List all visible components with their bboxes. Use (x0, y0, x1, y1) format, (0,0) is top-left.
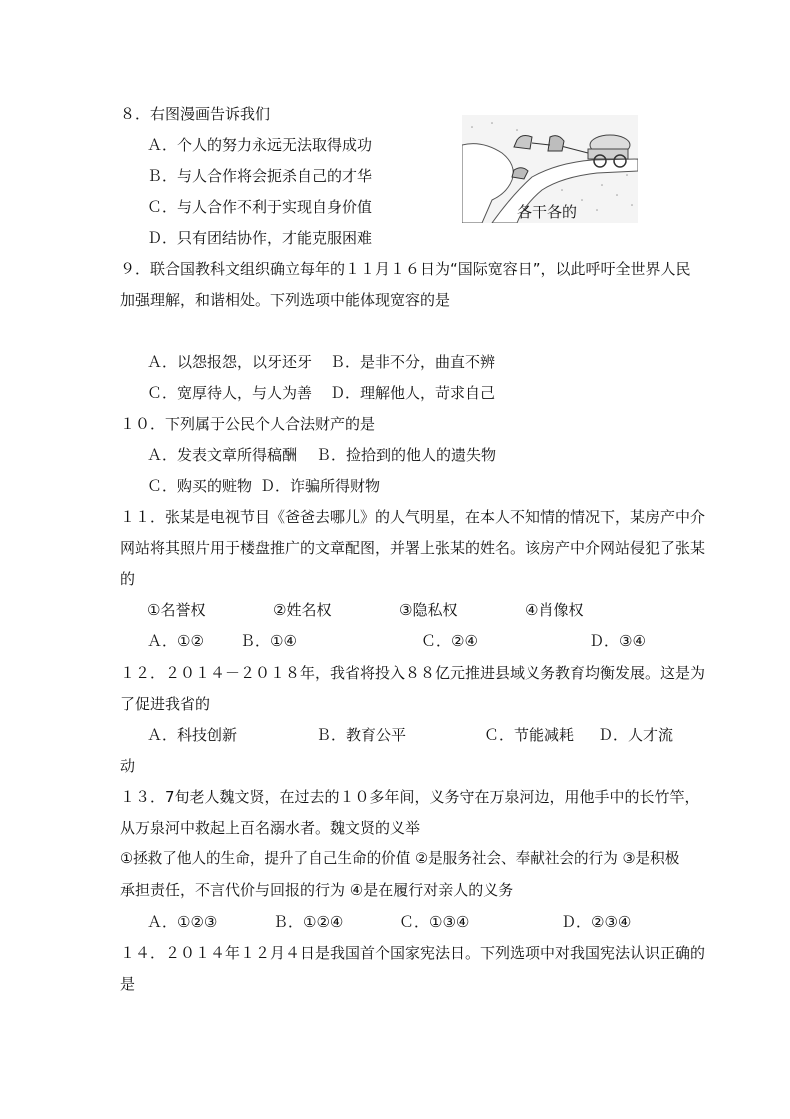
q11-stem-line-3: 的 (120, 570, 136, 588)
q11-option-a: Ａ．①② (147, 632, 204, 650)
q9-option-b: Ｂ．是非不分，曲直不辨 (330, 353, 496, 371)
q11-item-2: ②姓名权 (273, 601, 332, 619)
q8-option-a: Ａ．个人的努力永远无法取得成功 (147, 136, 373, 154)
q14-stem-line-1: １４．２０１４年１２月４日是我国首个国家宪法日。下列选项中对我国宪法认识正确的 (120, 944, 706, 962)
q12-stem-line-1: １２．２０１４－２０１８年，我省将投入８８亿元推进县域义务教育均衡发展。这是为 (120, 664, 706, 682)
q13-stem-line-1: １３．7旬老人魏文贤，在过去的１０多年间，义务守在万泉河边，用他手中的长竹竿， (120, 788, 700, 806)
q11-item-4: ④肖像权 (525, 601, 584, 619)
q12-option-c: Ｃ．节能减耗 (484, 726, 575, 744)
q9-stem-line-1: ９．联合国教科文组织确立每年的１１月１６日为“国际宽容日”，以此呼吁全世界人民 (120, 260, 691, 278)
q13-option-d: Ｄ．②③④ (561, 913, 632, 931)
q11-item-3: ③隐私权 (399, 601, 458, 619)
q10-option-a: Ａ．发表文章所得稿酬 (147, 446, 298, 464)
q11-stem-line-1: １１．张某是电视节目《爸爸去哪儿》的人气明星，在本人不知情的情况下，某房产中介 (120, 508, 706, 526)
q13-option-c: Ｃ．①③④ (399, 913, 470, 931)
q13-stem-line-2: 从万泉河中救起上百名溺水者。魏文贤的义举 (120, 819, 421, 837)
q8-option-b: Ｂ．与人合作将会扼杀自己的才华 (147, 167, 373, 185)
q13-items-line-1: ①拯救了他人的生命，提升了自己生命的价值 ②是服务社会、奉献社会的行为 ③是积极 (120, 850, 680, 867)
q11-stem-line-2: 网站将其照片用于楼盘推广的文章配图，并署上张某的姓名。该房产中介网站侵犯了张某 (120, 539, 706, 557)
q13-option-b: Ｂ．①②④ (273, 913, 344, 931)
q13-option-a: Ａ．①②③ (147, 913, 218, 931)
q9-option-c: Ｃ．宽厚待人，与人为善 (147, 384, 313, 402)
q11-option-c: Ｃ．②④ (421, 632, 478, 650)
q12-option-b: Ｂ．教育公平 (316, 726, 407, 744)
q10-option-b: Ｂ．捡拾到的他人的遗失物 (316, 446, 497, 464)
q12-option-d-wrap: 动 (120, 757, 136, 775)
q10-option-c: Ｃ．购买的赃物 (147, 477, 253, 495)
q12-option-a: Ａ．科技创新 (147, 726, 238, 744)
q9-option-a: Ａ．以怨报怨，以牙还牙 (147, 353, 313, 371)
q10-stem: １０．下列属于公民个人合法财产的是 (120, 415, 376, 433)
q8-option-d: Ｄ．只有团结协作，才能克服困难 (147, 229, 373, 247)
q8-stem: ８．右图漫画告诉我们 (120, 105, 271, 123)
q9-stem-line-2: 加强理解，和谐相处。下列选项中能体现宽容的是 (120, 291, 451, 309)
q8-option-c: Ｃ．与人合作不利于实现自身价值 (147, 198, 373, 216)
q10-option-d: Ｄ．诈骗所得财物 (260, 477, 381, 495)
q11-option-d: Ｄ．③④ (589, 632, 646, 650)
q12-stem-line-2: 了促进我省的 (120, 695, 211, 713)
q14-stem-line-2: 是 (120, 975, 136, 993)
q9-option-d: Ｄ．理解他人，苛求自己 (330, 384, 496, 402)
q13-items-line-2: 承担责任，不言代价与回报的行为 ④是在履行对亲人的义务 (120, 881, 514, 899)
q12-option-d: Ｄ．人才流 (598, 726, 674, 744)
cartoon-caption: 各干各的 (517, 203, 578, 221)
q11-option-b: Ｂ．①④ (240, 632, 297, 650)
q11-item-1: ①名誉权 (147, 601, 206, 619)
